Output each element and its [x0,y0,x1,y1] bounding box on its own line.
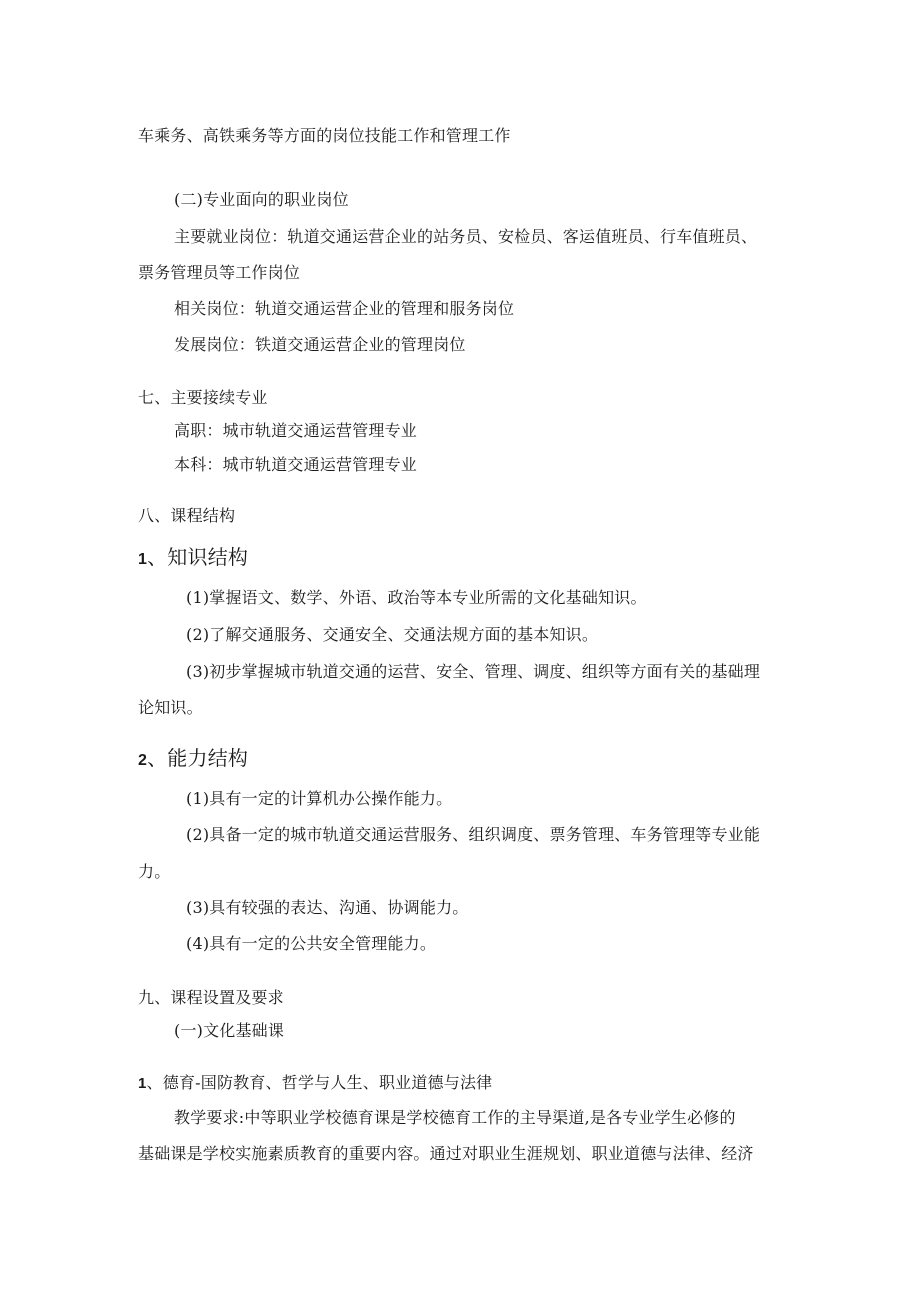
list-item: (2)具备一定的城市轨道交通运营服务、组织调度、票务管理、车务管理等专业能 [186,825,761,844]
list-item: (2)了解交通服务、交通安全、交通法规方面的基本知识。 [186,625,599,644]
paragraph-line: 相关岗位：轨道交通运营企业的管理和服务岗位 [174,299,515,318]
paragraph-line: 基础课是学校实施素质教育的重要内容。通过对职业生涯规划、职业道德与法律、经济 [138,1144,754,1163]
section-subheading: (一)文化基础课 [174,1021,285,1040]
heading-text: 、德育-国防教育、哲学与人生、职业道德与法律 [146,1073,493,1092]
subsection-heading-knowledge [138,545,248,572]
paragraph-line: 车乘务、高铁乘务等方面的岗位技能工作和管理工作 [138,126,511,145]
section-heading: 八、课程结构 [138,506,236,525]
list-item: (1)掌握语文、数学、外语、政治等本专业所需的文化基础知识。 [186,588,647,607]
subsection-heading-ability [138,746,248,773]
heading-text: 、知识结构 [147,545,249,569]
paragraph-line: 力。 [138,862,171,881]
paragraph-line: 发展岗位：铁道交通运营企业的管理岗位 [174,335,466,354]
paragraph-line: 本科：城市轨道交通运营管理专业 [174,455,418,474]
list-item: (3)初步掌握城市轨道交通的运营、安全、管理、调度、组织等方面有关的基础理 [186,662,761,681]
list-item: (4)具有一定的公共安全管理能力。 [186,934,437,953]
section-heading: 七、主要接续专业 [138,388,268,407]
paragraph-line: 票务管理员等工作岗位 [138,263,301,282]
paragraph-line: 高职：城市轨道交通运营管理专业 [174,421,418,440]
paragraph-line: 主要就业岗位：轨道交通运营企业的站务员、安检员、客运值班员、行车值班员、 [174,227,758,246]
heading-number: 1 [138,1075,147,1092]
section-subheading: (二)专业面向的职业岗位 [174,190,349,209]
paragraph-line: 教学要求:中等职业学校德育课是学校德育工作的主导渠道,是各专业学生必修的 [174,1108,736,1127]
paragraph-line: 论知识。 [138,698,203,717]
heading-text: 、能力结构 [147,746,249,770]
heading-number: 2 [138,752,148,769]
course-heading [138,1073,492,1094]
section-heading: 九、课程设置及要求 [138,988,284,1007]
list-item: (3)具有较强的表达、沟通、协调能力。 [186,898,469,917]
heading-number: 1 [138,551,148,568]
list-item: (1)具有一定的计算机办公操作能力。 [186,789,453,808]
